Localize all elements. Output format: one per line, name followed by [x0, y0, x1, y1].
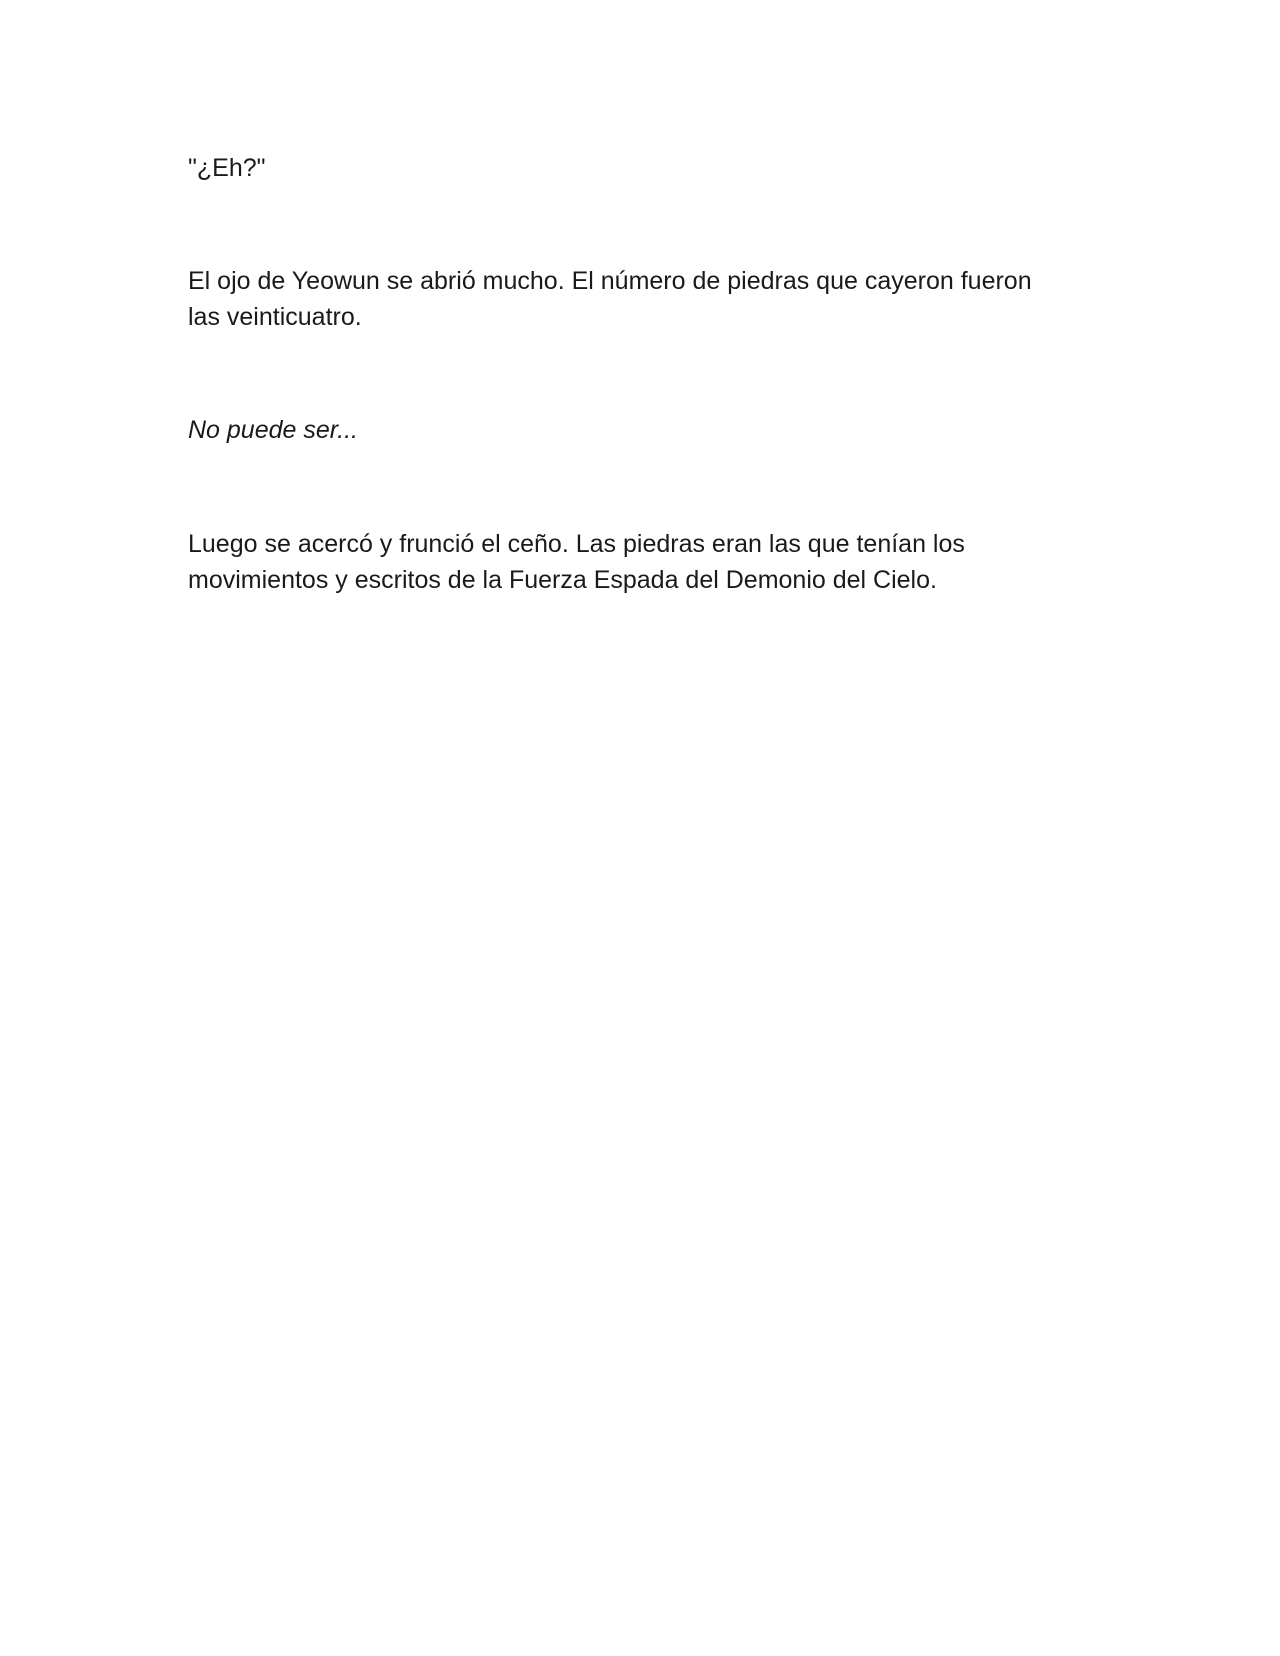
paragraph-narration: El ojo de Yeowun se abrió mucho. El número de piedras que cayeron fueron las veinticuatro.: [188, 267, 1032, 331]
paragraph-narration: Luego se acercó y frunció el ceño. Las piedras eran las que tenían los movimientos y escritos de la Fuerza Espada del Demonio del Cielo.: [188, 530, 965, 594]
paragraph-thought: No puede ser...: [188, 416, 359, 444]
paragraph-dialogue: "¿Eh?": [188, 154, 266, 182]
